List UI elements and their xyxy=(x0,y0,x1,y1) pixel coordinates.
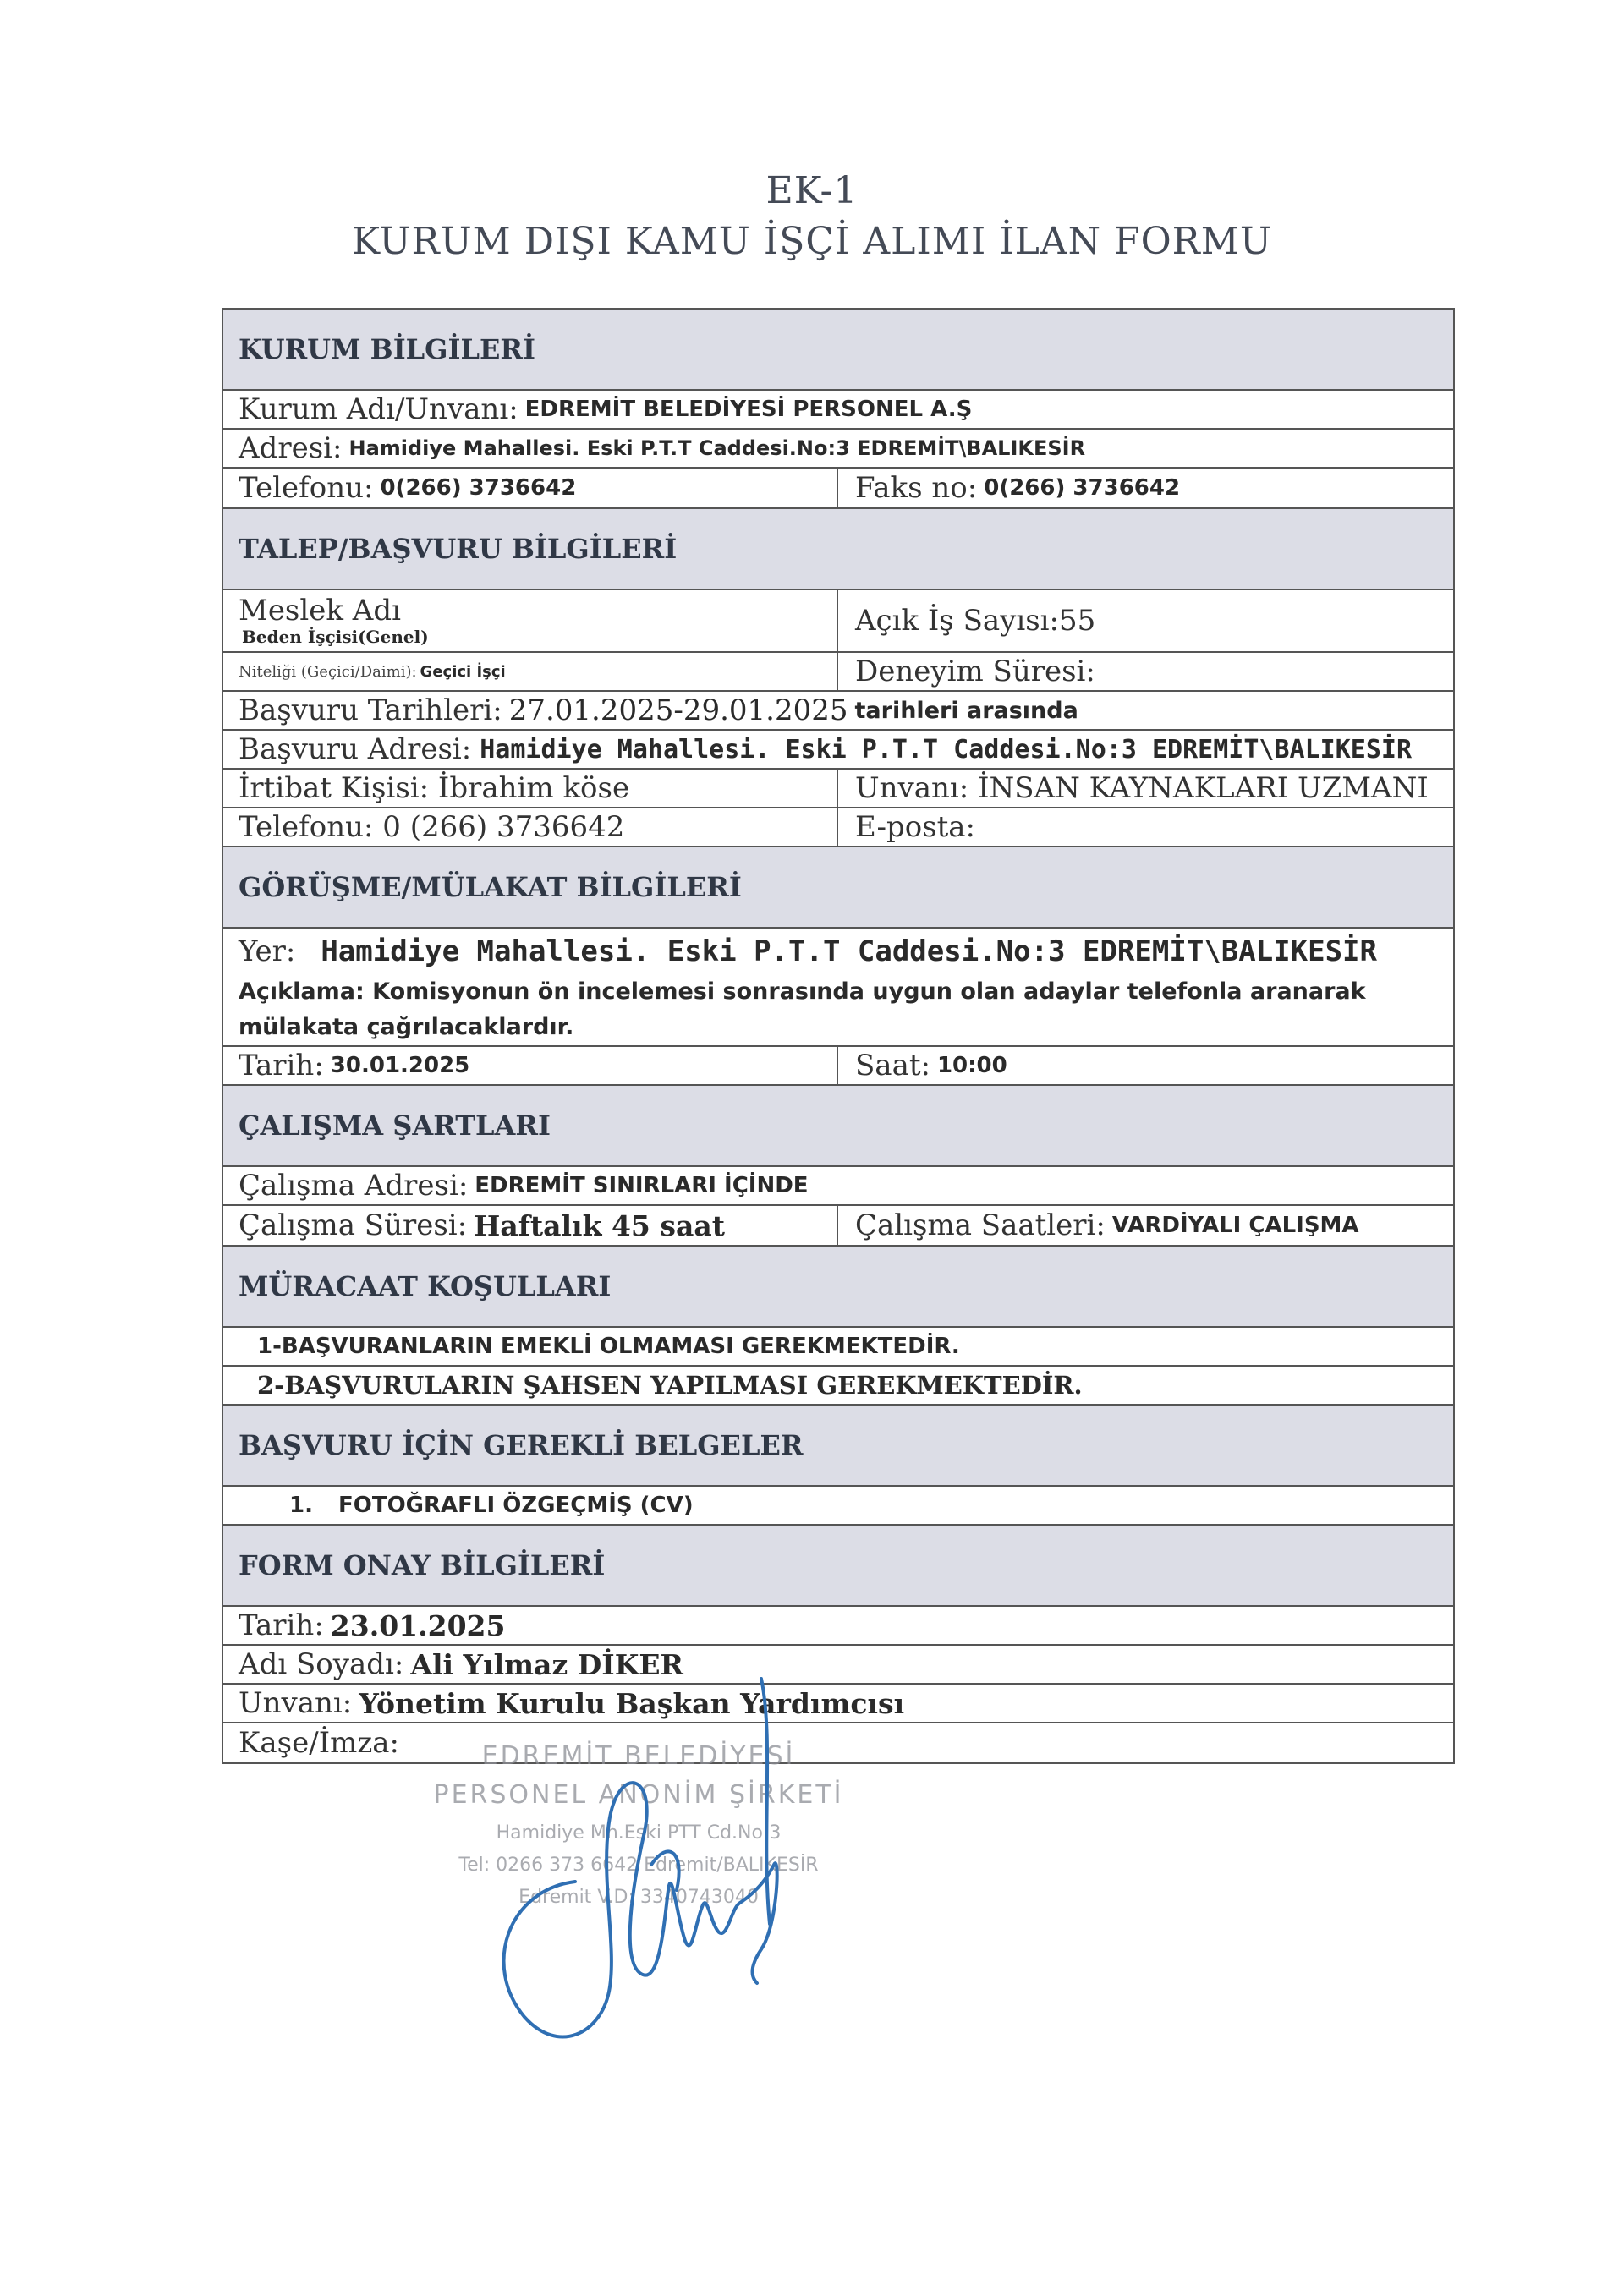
section-gorusme xyxy=(223,847,1453,929)
row-onay-tarih xyxy=(223,1607,1453,1646)
announcement-form xyxy=(222,308,1455,1764)
section-calisma-title: ÇALIŞMA ŞARTLARI xyxy=(239,1110,551,1142)
section-onay-title: FORM ONAY BİLGİLERİ xyxy=(239,1549,606,1581)
row-onay-ad xyxy=(223,1646,1453,1685)
row-kurum-name xyxy=(223,391,1453,430)
deneyim-label: Deneyim Süresi: xyxy=(855,655,1095,688)
calisma-adres-value: EDREMİT SINIRLARI İÇİNDE xyxy=(475,1173,809,1198)
stamp-line-1: EDREMİT BELEDİYESİ xyxy=(481,1741,796,1771)
stamp-line-5: Edremit V.D: 3340743040 xyxy=(518,1887,759,1908)
gorusme-aciklama-line1: Açıklama: Komisyonun ön incelemesi sonrasında uygun olan adaylar telefonla aranarak xyxy=(239,978,1366,1005)
basvuru-adres-value: Hamidiye Mahallesi. Eski P.T.T Caddesi.No:3 EDREMİT\BALIKESİR xyxy=(480,734,1413,764)
row-kurum-phone xyxy=(223,469,1453,509)
meslek-value: Beden İşçisi(Genel) xyxy=(242,627,429,647)
onay-unvan-value: Yönetim Kurulu Başkan Yardımcısı xyxy=(359,1686,905,1720)
calisma-sure-value: Haftalık 45 saat xyxy=(474,1208,725,1242)
section-belgeler-title: BAŞVURU İÇİN GEREKLİ BELGELER xyxy=(239,1429,804,1461)
calisma-sure-label: Çalışma Süresi: xyxy=(239,1208,468,1242)
calisma-adres-label: Çalışma Adresi: xyxy=(239,1169,469,1203)
muracaat-item-2: 2-BAŞVURULARIN ŞAHSEN YAPILMASI GEREKMEKTEDİR. xyxy=(257,1371,1083,1400)
kurum-fax-label: Faks no: xyxy=(855,471,978,505)
kurum-name-label: Kurum Adı/Unvanı: xyxy=(239,392,518,426)
gorusme-yer-value: Hamidiye Mahallesi. Eski P.T.T Caddesi.No:3 EDREMİT\BALIKESİR xyxy=(321,934,1377,968)
section-onay xyxy=(223,1526,1453,1607)
section-calisma xyxy=(223,1086,1453,1167)
niteligi-label: Niteliği (Geçici/Daimi): xyxy=(239,662,417,681)
row-basvuru-tarih xyxy=(223,692,1453,731)
row-meslek xyxy=(223,590,1453,653)
onay-tarih-value: 23.01.2025 xyxy=(330,1608,506,1642)
irtibat-kisisi: İrtibat Kişisi: İbrahim köse xyxy=(239,771,630,805)
niteligi-value: Geçici İşçi xyxy=(420,662,506,681)
kurum-name-value: EDREMİT BELEDİYESİ PERSONEL A.Ş xyxy=(524,397,973,422)
page-title: KURUM DIŞI KAMU İŞÇİ ALIMI İLAN FORMU xyxy=(352,220,1272,263)
basvuru-tarih-value: 27.01.2025-29.01.2025 xyxy=(508,693,848,727)
onay-ad-value: Ali Yılmaz DİKER xyxy=(410,1647,683,1681)
basvuru-adres-label: Başvuru Adresi: xyxy=(239,732,472,766)
row-kurum-address xyxy=(223,430,1453,469)
kurum-phone-label: Telefonu: xyxy=(239,471,374,505)
onay-ad-label: Adı Soyadı: xyxy=(239,1647,404,1681)
stamp-line-2: PERSONEL ANONİM ŞİRKETİ xyxy=(433,1780,844,1810)
row-niteligi xyxy=(223,653,1453,692)
kurum-address-value: Hamidiye Mahallesi. Eski P.T.T Caddesi.No:3 EDREMİT\BALIKESİR xyxy=(348,436,1086,460)
stamp-line-3: Hamidiye Mh.Eski PTT Cd.No:3 xyxy=(496,1822,782,1844)
basvuru-tarih-suffix: tarihleri arasında xyxy=(854,697,1078,724)
row-calisma-adres xyxy=(223,1167,1453,1206)
kurum-phone-value: 0(266) 3736642 xyxy=(380,475,577,501)
section-gorusme-title: GÖRÜŞME/MÜLAKAT BİLGİLERİ xyxy=(239,871,742,903)
gorusme-tarih-value: 30.01.2025 xyxy=(330,1053,470,1078)
onay-tarih-label: Tarih: xyxy=(239,1608,324,1642)
onay-unvan-label: Unvanı: xyxy=(239,1686,353,1720)
row-gorusme-tarih xyxy=(223,1047,1453,1086)
irtibat-eposta: E-posta: xyxy=(855,810,976,844)
belge-item-1: FOTOĞRAFLI ÖZGEÇMİŞ (CV) xyxy=(337,1493,694,1518)
section-kurum xyxy=(223,310,1453,391)
acik-is-sayisi: Açık İş Sayısı:55 xyxy=(855,604,1096,638)
section-muracaat-title: MÜRACAAT KOŞULLARI xyxy=(239,1270,612,1302)
row-muracaat-2 xyxy=(223,1367,1453,1406)
row-gorusme-yer xyxy=(223,929,1453,1047)
onay-kase-label: Kaşe/İmza: xyxy=(239,1726,400,1760)
row-irtibat xyxy=(223,770,1453,808)
gorusme-saat-label: Saat: xyxy=(855,1049,930,1082)
gorusme-aciklama-line2: mülakata çağrılacaklardır. xyxy=(239,1014,574,1040)
kurum-fax-value: 0(266) 3736642 xyxy=(984,475,1181,501)
kurum-address-label: Adresi: xyxy=(239,431,343,465)
section-kurum-title: KURUM BİLGİLERİ xyxy=(239,333,535,365)
gorusme-tarih-label: Tarih: xyxy=(239,1049,324,1082)
irtibat-telefon: Telefonu: 0 (266) 3736642 xyxy=(239,810,625,844)
gorusme-saat-value: 10:00 xyxy=(936,1053,1007,1078)
calisma-saat-value: VARDİYALI ÇALIŞMA xyxy=(1111,1213,1359,1238)
row-belge-1 xyxy=(223,1487,1453,1526)
muracaat-item-1: 1-BAŞVURANLARIN EMEKLİ OLMAMASI GEREKMEKTEDİR. xyxy=(257,1334,960,1359)
basvuru-tarih-label: Başvuru Tarihleri: xyxy=(239,693,502,727)
row-muracaat-1 xyxy=(223,1328,1453,1367)
row-basvuru-adres xyxy=(223,731,1453,770)
meslek-label: Meslek Adı xyxy=(239,594,401,627)
section-talep xyxy=(223,509,1453,590)
signature-drawing xyxy=(474,1670,837,2059)
stamp-line-4: Tel: 0266 373 6642 Edremit/BALIKESİR xyxy=(458,1855,819,1876)
annex-label: EK-1 xyxy=(765,169,859,212)
row-calisma-sure xyxy=(223,1206,1453,1247)
gorusme-yer-label: Yer: xyxy=(239,934,296,968)
section-muracaat xyxy=(223,1247,1453,1328)
section-belgeler xyxy=(223,1406,1453,1487)
calisma-saat-label: Çalışma Saatleri: xyxy=(855,1208,1106,1242)
row-onay-unvan xyxy=(223,1685,1453,1723)
row-irtibat-telefon xyxy=(223,808,1453,847)
irtibat-unvan: Unvanı: İNSAN KAYNAKLARI UZMANI xyxy=(855,771,1429,805)
belge-item-no: 1. xyxy=(289,1493,313,1518)
section-talep-title: TALEP/BAŞVURU BİLGİLERİ xyxy=(239,533,678,565)
